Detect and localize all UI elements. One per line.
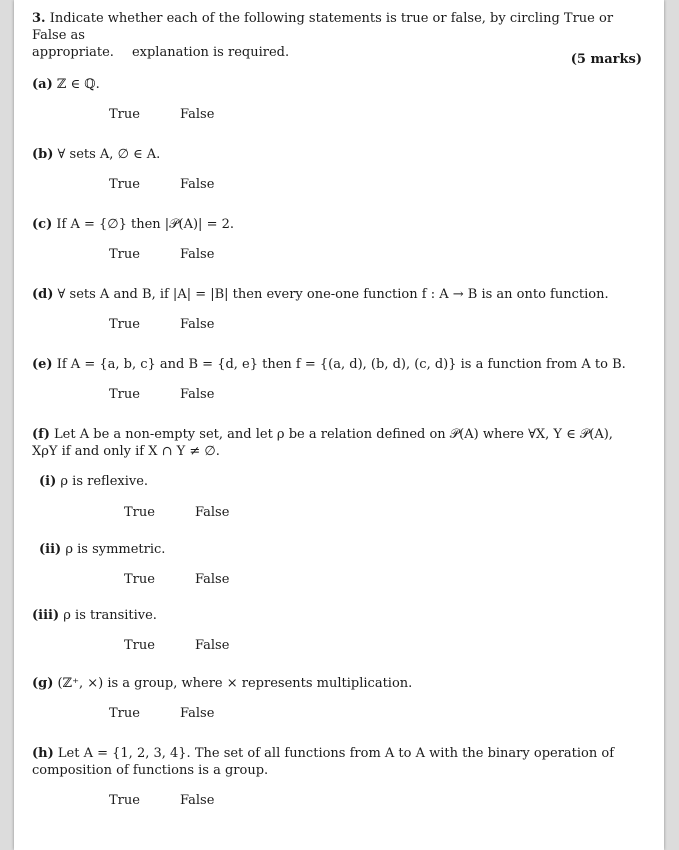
part-h-line-1: Let A = {1, 2, 3, 4}. The set of all functions from A to A with the binary operation of [57,746,615,761]
part-e-text: If A = {a, b, c} and B = {d, e} then f = {(a, d), (b, d), (c, d)} is a function from A to B. [56,357,626,372]
part-f-iii-label: (iii) [32,608,60,623]
instruction-line-2b: explanation is required. [131,45,290,60]
part-b [32,146,160,163]
part-f-i [39,473,148,490]
part-f-i-true-option[interactable]: True [124,505,155,520]
part-a-false-option[interactable]: False [180,107,215,122]
part-b-label: (b) [32,147,54,162]
part-e-true-option[interactable]: True [109,387,140,402]
part-f-i-text: ρ is reflexive. [60,474,149,489]
part-f-line-2: XρY if and only if X ∩ Y ≠ ∅. [32,444,220,459]
part-g-false-option[interactable]: False [180,706,215,721]
part-d [32,286,609,303]
part-c [32,216,234,233]
part-f-iii-true-option[interactable]: True [124,638,155,653]
page-content [14,0,664,850]
part-e [32,356,626,373]
part-c-true-option[interactable]: True [109,247,140,262]
part-f-iii [32,607,157,624]
part-c-label: (c) [32,217,53,232]
part-d-label: (d) [32,287,54,302]
part-g-true-option[interactable]: True [109,706,140,721]
part-g-label: (g) [32,676,54,691]
part-f-iii-text: ρ is transitive. [63,608,157,623]
part-f-ii-true-option[interactable]: True [124,572,155,587]
part-c-false-option[interactable]: False [180,247,215,262]
question-header [32,10,632,61]
part-f-i-label: (i) [39,474,57,489]
part-d-true-option[interactable]: True [109,317,140,332]
part-h-false-option[interactable]: False [180,793,215,808]
part-f-label: (f) [32,427,50,442]
part-f [32,426,613,460]
part-b-text: ∀ sets A, ∅ ∈ A. [57,147,161,162]
part-h-true-option[interactable]: True [109,793,140,808]
part-h-line-2: composition of functions is a group. [32,763,269,778]
part-a [32,76,100,93]
part-f-ii-label: (ii) [39,542,62,557]
part-f-ii-text: ρ is symmetric. [65,542,166,557]
part-g-text: (ℤ⁺, ×) is a group, where × represents multiplication. [57,676,413,691]
part-e-false-option[interactable]: False [180,387,215,402]
instruction-line-2a: appropriate. [32,45,114,60]
part-c-text: If A = {∅} then |𝒫(A)| = 2. [56,217,235,232]
instruction-line-1: Indicate whether each of the following statements is true or false, by circling True or False as [32,11,614,43]
part-b-true-option[interactable]: True [109,177,140,192]
part-h-label: (h) [32,746,54,761]
exam-page [14,0,664,850]
part-e-label: (e) [32,357,53,372]
part-d-text: ∀ sets A and B, if |A| = |B| then every one-one function f : A → B is an onto function. [57,287,609,302]
part-g [32,675,412,692]
part-a-true-option[interactable]: True [109,107,140,122]
marks-label: (5 marks) [570,52,642,67]
part-f-ii [39,541,165,558]
part-d-false-option[interactable]: False [180,317,215,332]
part-f-ii-false-option[interactable]: False [195,572,230,587]
part-f-iii-false-option[interactable]: False [195,638,230,653]
part-f-line-1: Let A be a non-empty set, and let ρ be a relation defined on 𝒫(A) where ∀X, Y ∈ 𝒫(A), [54,427,613,442]
question-number: 3. [32,11,46,26]
part-a-text: ℤ ∈ ℚ. [56,77,100,92]
part-h [32,745,614,779]
part-a-label: (a) [32,77,53,92]
part-b-false-option[interactable]: False [180,177,215,192]
part-f-i-false-option[interactable]: False [195,505,230,520]
